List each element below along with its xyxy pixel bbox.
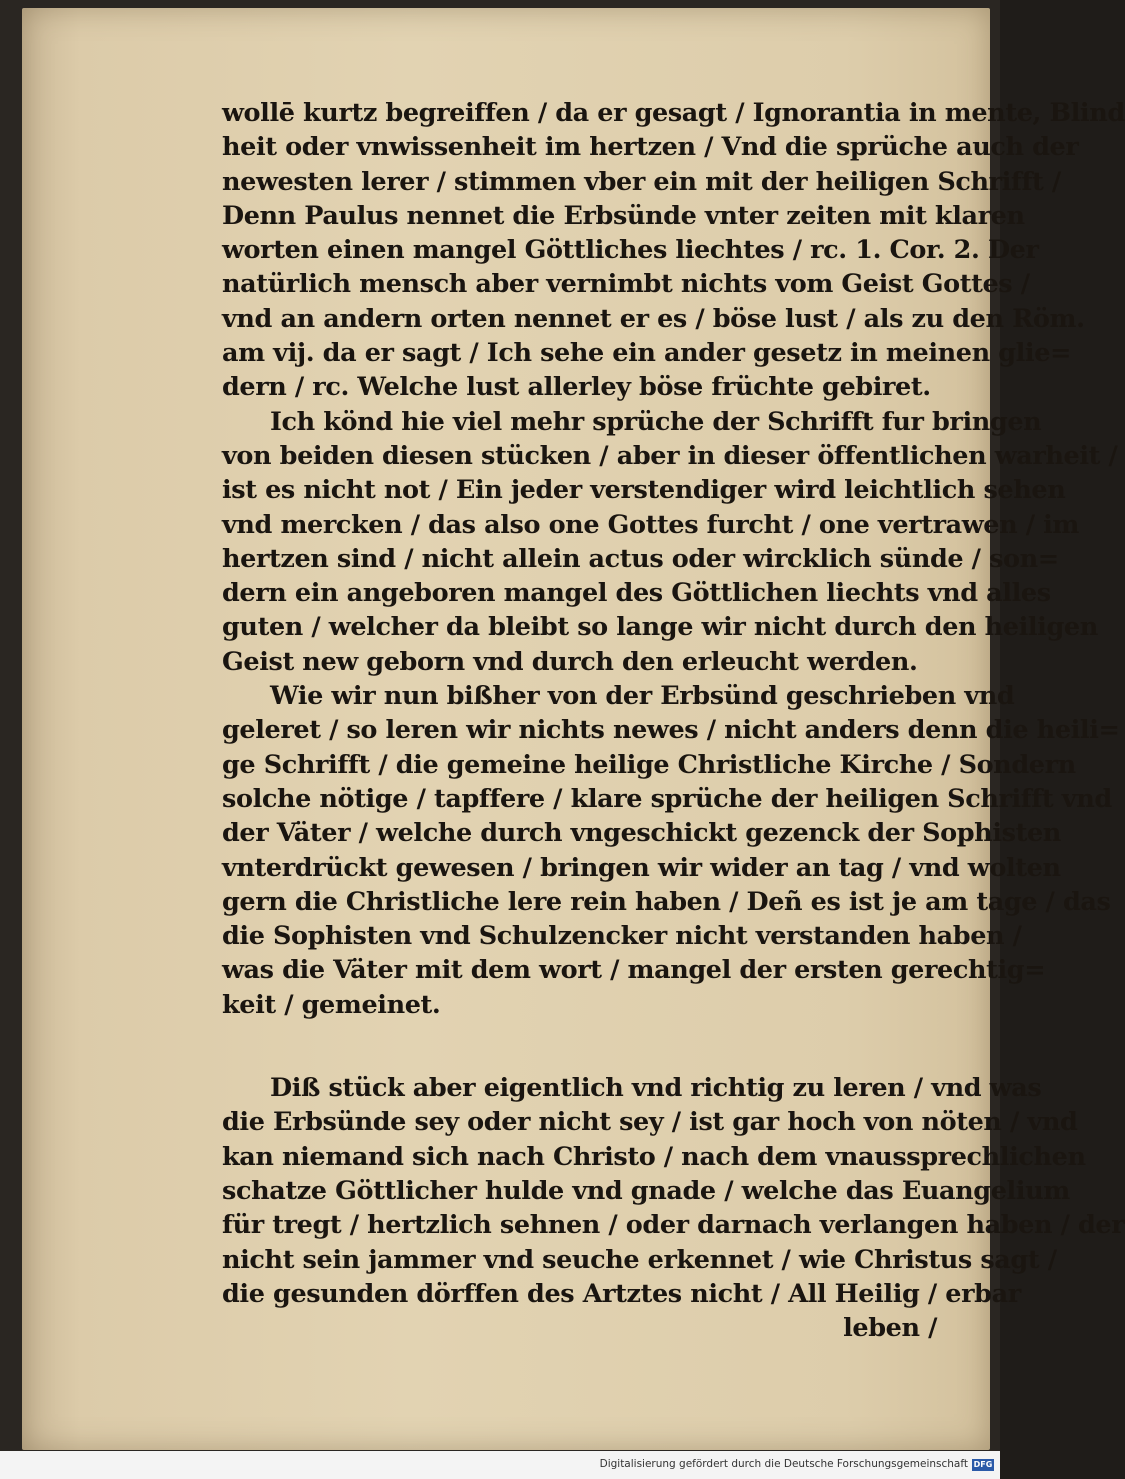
text-line: die Sophisten vnd Schulzencker nicht verstanden haben / [222,921,1022,952]
text-line: newesten lerer / stimmen vber ein mit der heiligen Schrifft / [222,166,1061,197]
text-line: solche nötige / tapffere / klare sprüche der heiligen Schrifft vnd [222,783,1112,814]
text-line: von beiden diesen stücken / aber in dieser öffentlichen warheit / [222,440,1118,471]
text-line: keit / gemeinet. [222,989,441,1020]
text-line: Denn Paulus nennet die Erbsünde vnter zeiten mit klaren [222,200,1025,231]
text-line: kan niemand sich nach Christo / nach dem vnaussprechlichen [222,1141,1086,1172]
paragraph-4 [222,1071,1125,1345]
text-line: dern ein angeboren mangel des Göttlichen liechts vnd alles [222,578,1051,609]
text-line: die Erbsünde sey oder nicht sey / ist gar hoch von nöten / vnd [222,1107,1078,1138]
text-line: Diß stück aber eigentlich vnd richtig zu leren / vnd was [270,1073,1042,1104]
paragraph-gap [222,1022,937,1071]
text-line: dern / rc. Welche lust allerley böse früchte gebiret. [222,372,931,403]
text-line: am vij. da er sagt / Ich sehe ein ander gesetz in meinen glie= [222,338,1071,369]
text-line: worten einen mangel Göttliches liechtes / rc. 1. Cor. 2. Der [222,235,1039,266]
paragraph-2 [222,405,1118,679]
dfg-logo: DFG [973,1460,993,1469]
page-text [222,96,1125,1345]
text-line: Wie wir nun bißher von der Erbsünd geschrieben vnd [270,681,1015,712]
text-line: heit oder vnwissenheit im hertzen / Vnd die sprüche auch der [222,132,1079,163]
catchword: leben / [843,1313,937,1344]
text-line: guten / welcher da bleibt so lange wir nicht durch den heiligen [222,612,1098,643]
text-line: ge Schrifft / die gemeine heilige Christliche Kirche / Sondern [222,749,1076,780]
text-line: was die Väter mit dem wort / mangel der ersten gerechtig= [222,955,1046,986]
text-line: der Väter / welche durch vngeschickt gezenck der Sophisten [222,818,1061,849]
text-line: Ich könd hie viel mehr sprüche der Schrifft fur bringen [270,406,1042,437]
text-line: vnd an andern orten nennet er es / böse lust / als zu den Röm. [222,303,1085,334]
text-line: vnterdrückt gewesen / bringen wir wider an tag / vnd wolten [222,852,1061,883]
paragraph-3 [222,679,1120,1022]
text-line: ist es nicht not / Ein jeder verstendiger wird leichtlich sehen [222,475,1066,506]
funding-credit: Digitalisierung gefördert durch die Deutsche Forschungsgemeinschaft [599,1458,968,1470]
text-line: natürlich mensch aber vernimbt nichts vom Geist Gottes / [222,269,1030,300]
text-line: Geist new geborn vnd durch den erleucht werden. [222,646,918,677]
paragraph-1 [222,96,1125,405]
text-line: die gesunden dörffen des Artztes nicht / All Heilig / erbar [222,1278,1021,1309]
text-line: wollē kurtz begreiffen / da er gesagt / Ignorantia in mente, Blind [222,98,1125,128]
footer-bar [0,1451,1000,1479]
text-line: hertzen sind / nicht allein actus oder wircklich sünde / son= [222,543,1059,574]
text-line: gern die Christliche lere rein haben / Deñ es ist je am tage / das [222,886,1111,917]
text-line: schatze Göttlicher hulde vnd gnade / welche das Euangelium [222,1175,1070,1206]
text-line: nicht sein jammer vnd seuche erkennet / wie Christus sagt / [222,1244,1057,1275]
book-page [22,8,1125,1450]
text-line: für tregt / hertzlich sehnen / oder darnach verlangen haben / der [222,1210,1125,1241]
text-line: geleret / so leren wir nichts newes / nicht anders denn die heili= [222,715,1120,746]
text-line: vnd mercken / das also one Gottes furcht / one vertrawen / im [222,509,1079,540]
